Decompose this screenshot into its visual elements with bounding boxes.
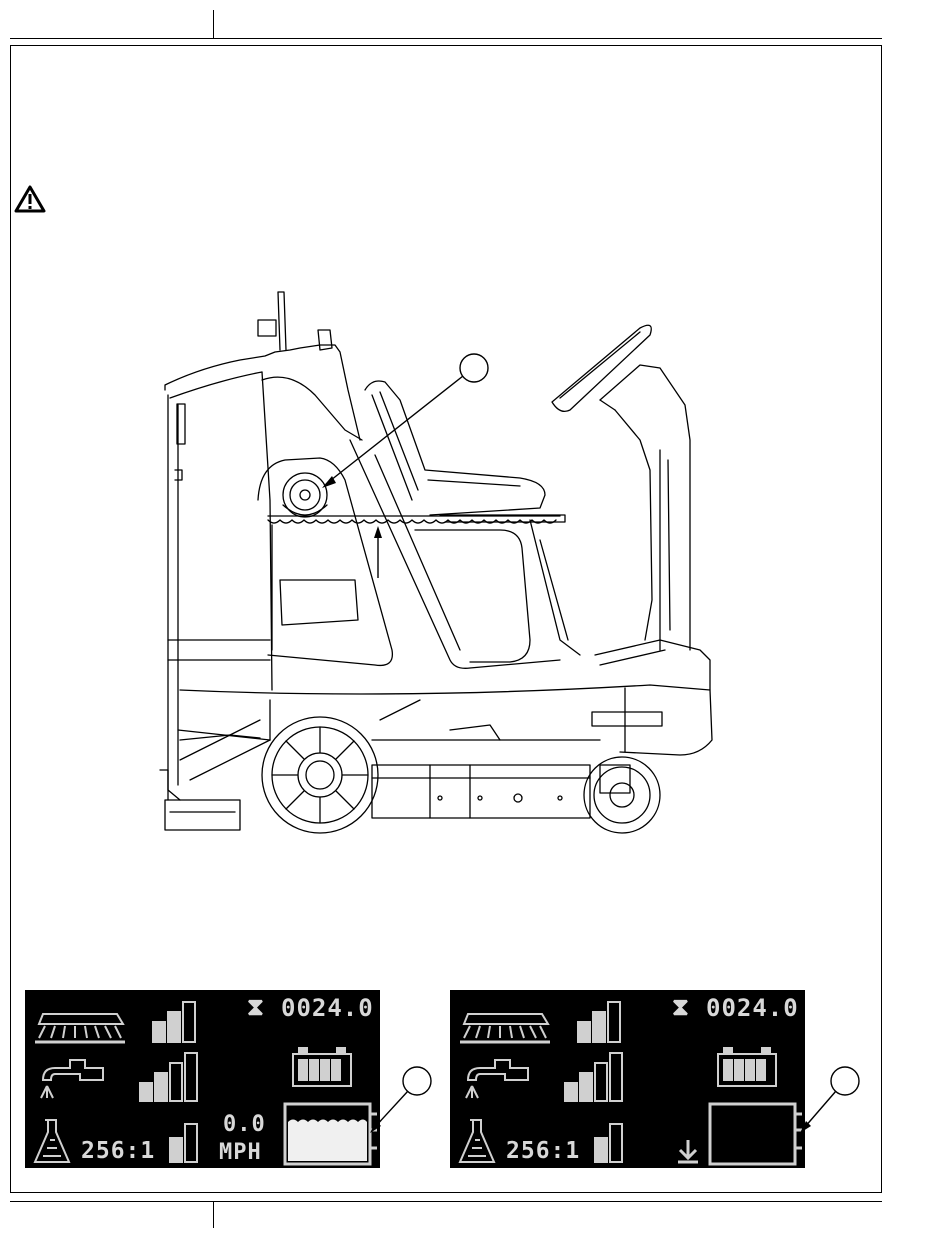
speed-unit: MPH bbox=[219, 1140, 262, 1165]
squeegee-down-icon bbox=[678, 1140, 698, 1162]
battery-icon bbox=[293, 1048, 351, 1086]
detergent-flask-icon bbox=[35, 1120, 69, 1162]
hour-meter: 0024.0 bbox=[706, 994, 799, 1022]
solution-faucet-icon bbox=[41, 1060, 103, 1098]
control-display-full-tank bbox=[25, 990, 380, 1168]
brush-pressure-bars-icon bbox=[153, 1002, 195, 1042]
display-2-callout bbox=[790, 1060, 870, 1140]
detergent-flask-icon bbox=[460, 1120, 494, 1162]
display-1-callout bbox=[360, 1060, 440, 1140]
callout-circle bbox=[460, 354, 488, 382]
scrub-brush-icon bbox=[35, 1014, 125, 1042]
solution-flow-bars-icon bbox=[140, 1053, 197, 1101]
ratio-value: 256:1 bbox=[506, 1138, 581, 1164]
brush-pressure-bars-icon bbox=[578, 1002, 620, 1042]
hourglass-icon: ⧗ bbox=[247, 993, 265, 1021]
recovery-tank-empty-icon bbox=[710, 1104, 802, 1164]
speed-value: 0.0 bbox=[223, 1112, 266, 1137]
hour-meter: 0024.0 bbox=[281, 994, 374, 1022]
ratio-bars-icon bbox=[595, 1124, 622, 1162]
control-display-empty-tank bbox=[450, 990, 805, 1168]
solution-flow-bars-icon bbox=[565, 1053, 622, 1101]
battery-icon bbox=[718, 1048, 776, 1086]
ratio-bars-icon bbox=[170, 1124, 197, 1162]
ratio-value: 256:1 bbox=[81, 1138, 156, 1164]
hourglass-icon: ⧗ bbox=[672, 993, 690, 1021]
solution-faucet-icon bbox=[466, 1060, 528, 1098]
scrub-brush-icon bbox=[460, 1014, 550, 1042]
